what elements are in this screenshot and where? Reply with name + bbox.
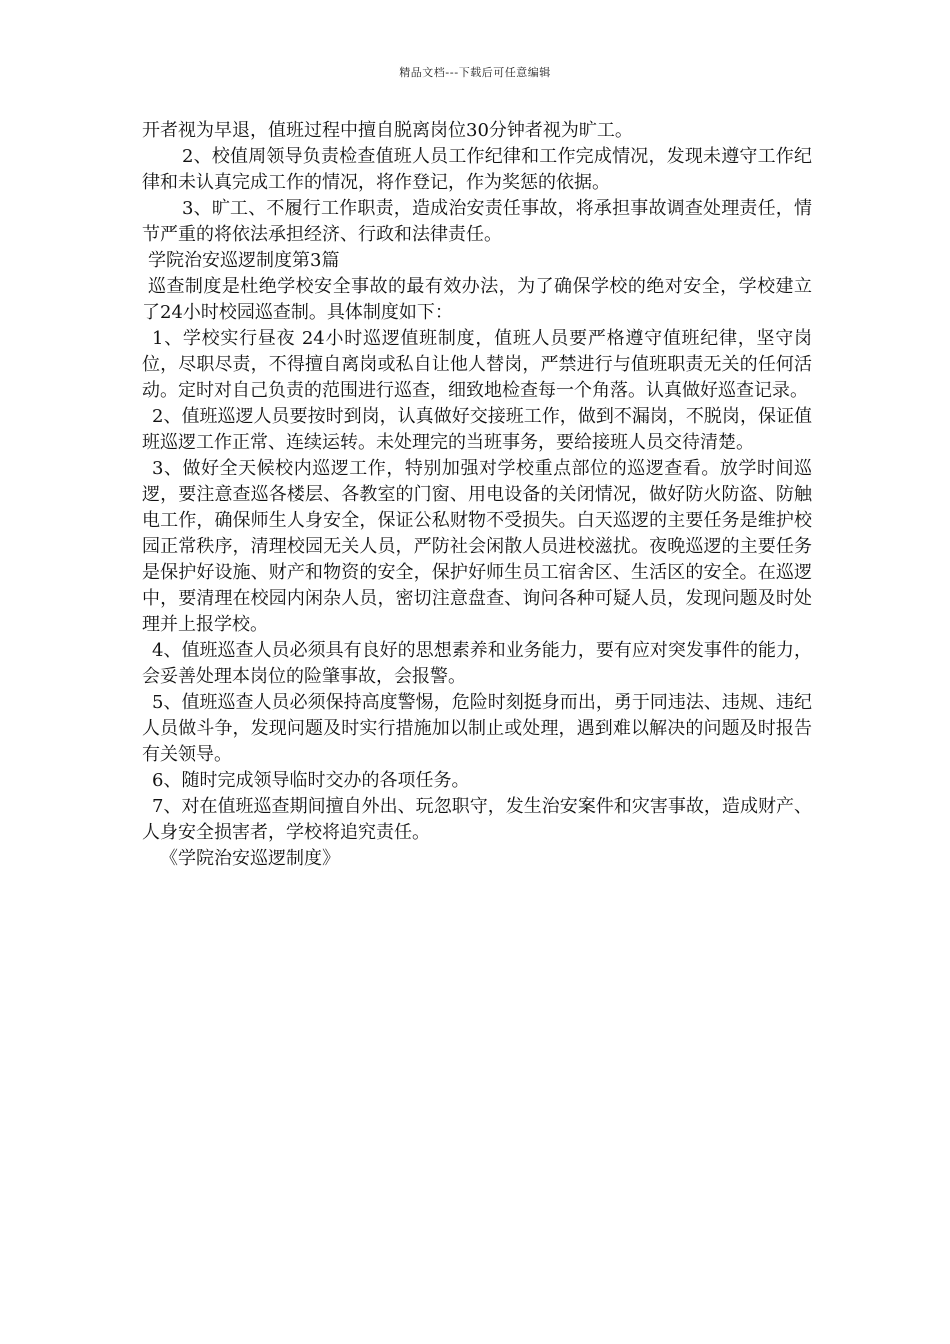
page-header: 精品文档---下载后可任意编辑 [399,66,551,79]
paragraph-item-3: 3、旷工、不履行工作职责，造成治安责任事故，将承担事故调查处理责任，情节严重的将依法承担经济、行政和法律责任。 [142,198,812,245]
rule-item-4: 4、值班巡查人员必须具有良好的思想素养和业务能力，要有应对突发事件的能力，会妥善处理本岗位的险肇事故，会报警。 [142,640,812,687]
paragraph-intro: 巡查制度是杜绝学校安全事故的最有效办法，为了确保学校的绝对安全，学校建立了24小时校园巡查制。具体制度如下： [142,276,812,323]
paragraph-item-2: 2、校值周领导负责检查值班人员工作纪律和工作完成情况，发现未遵守工作纪律和未认真完成工作的情况，将作登记，作为奖惩的依据。 [142,146,812,193]
rule-item-2: 2、值班巡逻人员要按时到岗，认真做好交接班工作，做到不漏岗，不脱岗，保证值班巡逻工作正常、连续运转。未处理完的当班事务，要给接班人员交待清楚。 [142,406,812,453]
rule-item-3: 3、做好全天候校内巡逻工作，特别加强对学校重点部位的巡逻查看。放学时间巡逻，要注意查巡各楼层、各教室的门窗、用电设备的关闭情况，做好防火防盗、防触电工作，确保师生人身安全，保证公私财物不受损失。白天巡逻的主要任务是维护校园正常秩序，清理校园无关人员，严防社会闲散人员进校滋扰。夜晚巡逻的主要任务是保护好设施、财产和物资的安全，保护好师生员工宿舍区、生活区的安全。在巡逻中，要清理在校园内闲杂人员，密切注意盘查、询问各种可疑人员，发现问题及时处理并上报学校。 [142,458,812,635]
paragraph-continuation: 开者视为早退，值班过程中擅自脱离岗位30分钟者视为旷工。 [142,120,633,141]
document-body [142,118,812,872]
rule-item-5: 5、值班巡查人员必须保持高度警惕，危险时刻挺身而出，勇于同违法、违规、违纪人员做斗争，发现问题及时实行措施加以制止或处理，遇到难以解决的问题及时报告有关领导。 [142,692,812,765]
rule-item-7: 7、对在值班巡查期间擅自外出、玩忽职守，发生治安案件和灾害事故，造成财产、人身安全损害者，学校将追究责任。 [142,796,812,843]
section-title: 学院治安巡逻制度第3篇 [148,250,340,271]
rule-item-1: 1、学校实行昼夜 24小时巡逻值班制度，值班人员要严格遵守值班纪律，坚守岗位，尽职尽责，不得擅自离岗或私自让他人替岗，严禁进行与值班职责无关的任何活动。定时对自己负责的范围进行巡查，细致地检查每一个角落。认真做好巡查记录。 [142,328,812,401]
rule-item-6: 6、随时完成领导临时交办的各项任务。 [152,770,470,791]
document-footer-title: 《学院治安巡逻制度》 [160,848,340,869]
